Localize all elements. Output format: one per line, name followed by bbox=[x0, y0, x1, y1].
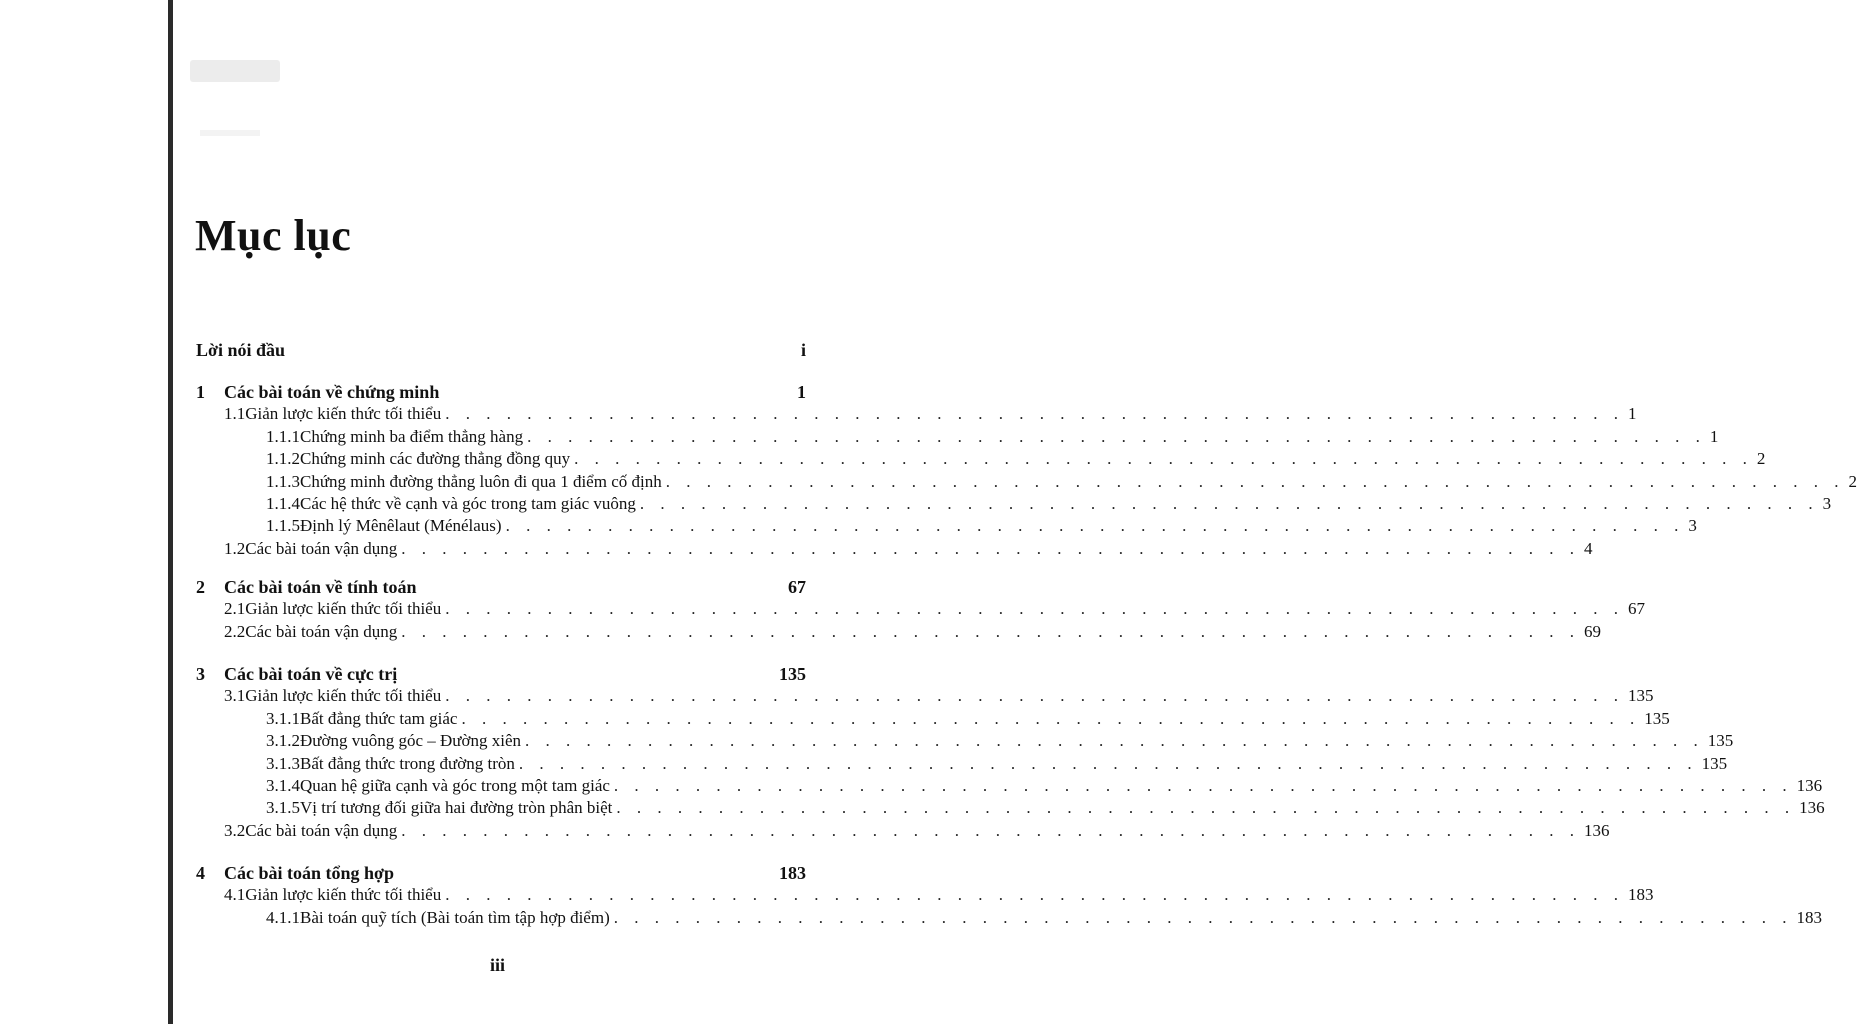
toc-subsection-title: Vị trí tương đối giữa hai đường tròn phân biệt bbox=[300, 798, 613, 818]
toc-section-title: Các bài toán vận dụng bbox=[245, 621, 398, 641]
toc-section-title: Giản lược kiến thức tối thiểu bbox=[245, 599, 442, 619]
toc-section-page: 183 bbox=[1627, 885, 1654, 905]
toc-section[interactable] bbox=[224, 538, 1593, 559]
toc-section-page: 69 bbox=[1584, 621, 1602, 641]
dot-leader: . . . . . . . . . . . . . . . . . . . . . . . . . . . . . . . . . . . . . . . . . . . . . . . . . . . . . . . . . . bbox=[445, 885, 1624, 905]
toc-preface-page: i bbox=[800, 340, 806, 360]
toc-preface-title: Lời nói đầu bbox=[196, 340, 286, 360]
toc-subsection-page: 2 bbox=[1848, 471, 1857, 491]
toc-subsection-title: Bài toán quỹ tích (Bài toán tìm tập hợp điểm) bbox=[300, 907, 610, 927]
toc-section[interactable] bbox=[224, 686, 1654, 706]
toc-chapter-page: 135 bbox=[779, 664, 806, 684]
toc-subsection[interactable] bbox=[266, 494, 1832, 514]
toc-chapter-number: 1 bbox=[196, 382, 205, 402]
toc-subsection-page: 135 bbox=[1701, 753, 1728, 773]
toc-subsection[interactable] bbox=[266, 753, 1728, 774]
toc-section-page: 136 bbox=[1584, 820, 1610, 840]
toc-chapter-number: 2 bbox=[196, 577, 205, 597]
toc-chapter[interactable] bbox=[196, 863, 806, 884]
toc-subsection-page: 136 bbox=[1799, 798, 1825, 818]
dot-leader: . . . . . . . . . . . . . . . . . . . . . . . . . . . . . . . . . . . . . . . . . . . . . . . . . . . . . . . . . . bbox=[639, 494, 1819, 513]
toc-subsection[interactable] bbox=[266, 426, 1719, 447]
toc-subsection[interactable] bbox=[266, 907, 1822, 928]
toc-subsection-number: 1.1.5 bbox=[266, 516, 300, 536]
toc-chapter-page: 183 bbox=[779, 863, 806, 883]
dot-leader: . . . . . . . . . . . . . . . . . . . . . . . . . . . . . . . . . . . . . . . . . . . . . . . . . . . . . . . . . . bbox=[665, 471, 1845, 491]
toc-chapter-number: 3 bbox=[196, 664, 205, 684]
toc-section-number: 1.2 bbox=[224, 538, 246, 558]
toc-section[interactable] bbox=[224, 599, 1645, 619]
toc-section-number: 3.1 bbox=[224, 686, 246, 706]
toc-section-title: Các bài toán vận dụng bbox=[245, 820, 398, 840]
toc-subsection-title: Chứng minh ba điểm thẳng hàng bbox=[300, 426, 524, 446]
toc-section-page: 67 bbox=[1627, 599, 1645, 619]
toc-subsection-page: 136 bbox=[1796, 776, 1823, 795]
toc-chapter-title: Các bài toán về cực trị bbox=[224, 664, 398, 684]
toc-section-page: 4 bbox=[1584, 538, 1593, 558]
dot-leader: . . . . . . . . . . . . . . . . . . . . . . . . . . . . . . . . . . . . . . . . . . . . . . . . . . . . . . . . . . bbox=[401, 538, 1581, 558]
toc-subsection-page: 3 bbox=[1688, 516, 1697, 536]
dot-leader: . . . . . . . . . . . . . . . . . . . . . . . . . . . . . . . . . . . . . . . . . . . . . . . . . . . . . . . . . . bbox=[574, 449, 1753, 469]
dot-leader: . . . . . . . . . . . . . . . . . . . . . . . . . . . . . . . . . . . . . . . . . . . . . . . . . . . . . . . . . . bbox=[401, 621, 1581, 641]
dot-leader: . . . . . . . . . . . . . . . . . . . . . . . . . . . . . . . . . . . . . . . . . . . . . . . . . . . . . . . . . . bbox=[525, 731, 1704, 751]
dot-leader: . . . . . . . . . . . . . . . . . . . . . . . . . . . . . . . . . . . . . . . . . . . . . . . . . . . . . . . . . . bbox=[445, 599, 1624, 619]
toc-section-page: 1 bbox=[1627, 404, 1637, 424]
toc-subsection-page: 183 bbox=[1796, 907, 1822, 927]
toc-subsection-page: 2 bbox=[1756, 449, 1766, 469]
page-number: iii bbox=[490, 955, 506, 975]
toc-chapter-title: Các bài toán về chứng minh bbox=[224, 382, 440, 402]
toc-preface[interactable] bbox=[196, 340, 806, 361]
toc-subsection-number: 1.1.4 bbox=[266, 494, 300, 513]
dot-leader: . . . . . . . . . . . . . . . . . . . . . . . . . . . . . . . . . . . . . . . . . . . . . . . . . . . . . . . . . . bbox=[613, 907, 1793, 927]
toc-subsection-title: Đường vuông góc – Đường xiên bbox=[300, 731, 522, 751]
toc-section-title: Các bài toán vận dụng bbox=[245, 538, 398, 558]
toc-subsection-page: 135 bbox=[1644, 708, 1670, 728]
toc-subsection-title: Chứng minh đường thẳng luôn đi qua 1 điểm cố định bbox=[300, 471, 662, 491]
toc-subsection-number: 1.1.2 bbox=[266, 449, 300, 469]
toc-subsection-number: 1.1.3 bbox=[266, 471, 300, 491]
toc-section-number: 1.1 bbox=[224, 404, 246, 424]
toc-chapter-title: Các bài toán tổng hợp bbox=[224, 863, 394, 883]
toc-subsection[interactable] bbox=[266, 471, 1857, 492]
toc-subsection[interactable] bbox=[266, 798, 1825, 818]
toc-subsection-page: 135 bbox=[1707, 731, 1734, 751]
toc-subsection[interactable] bbox=[266, 731, 1734, 751]
page-title: Mục lục bbox=[195, 211, 352, 260]
toc-subsection-page: 1 bbox=[1709, 426, 1719, 446]
toc-section-title: Giản lược kiến thức tối thiểu bbox=[245, 885, 442, 905]
toc-subsection[interactable] bbox=[266, 449, 1766, 469]
toc-chapter-number: 4 bbox=[196, 863, 205, 883]
toc-subsection-title: Định lý Mênêlaut (Ménélaus) bbox=[300, 516, 502, 536]
toc-chapter[interactable] bbox=[196, 382, 806, 403]
toc-subsection-number: 3.1.2 bbox=[266, 731, 300, 751]
toc-chapter[interactable] bbox=[196, 577, 806, 598]
dot-leader: . . . . . . . . . . . . . . . . . . . . . . . . . . . . . . . . . . . . . . . . . . . . . . . . . . . . . . . . . . bbox=[445, 686, 1624, 706]
toc-subsection[interactable] bbox=[266, 516, 1697, 536]
toc-section[interactable] bbox=[224, 820, 1610, 841]
dot-leader: . . . . . . . . . . . . . . . . . . . . . . . . . . . . . . . . . . . . . . . . . . . . . . . . . . . . . . . . . . bbox=[401, 820, 1581, 840]
dot-leader: . . . . . . . . . . . . . . . . . . . . . . . . . . . . . . . . . . . . . . . . . . . . . . . . . . . . . . . . . . bbox=[518, 753, 1698, 773]
dot-leader: . . . . . . . . . . . . . . . . . . . . . . . . . . . . . . . . . . . . . . . . . . . . . . . . . . . . . . . . . . bbox=[616, 798, 1796, 818]
toc-section[interactable] bbox=[224, 885, 1654, 905]
toc-subsection-title: Các hệ thức về cạnh và góc trong tam giác vuông bbox=[300, 494, 636, 513]
dot-leader: . . . . . . . . . . . . . . . . . . . . . . . . . . . . . . . . . . . . . . . . . . . . . . . . . . . . . . . . . . bbox=[527, 426, 1706, 446]
toc-chapter[interactable] bbox=[196, 664, 806, 685]
toc-section[interactable] bbox=[224, 621, 1602, 642]
toc-section-number: 2.2 bbox=[224, 621, 246, 641]
toc-section-title: Giản lược kiến thức tối thiểu bbox=[245, 404, 442, 424]
toc-subsection-number: 3.1.4 bbox=[266, 776, 300, 795]
toc-subsection[interactable] bbox=[266, 776, 1823, 796]
toc-section[interactable] bbox=[224, 404, 1637, 424]
toc-subsection-title: Chứng minh các đường thẳng đồng quy bbox=[300, 449, 571, 469]
toc-section-page: 135 bbox=[1627, 686, 1654, 706]
toc-subsection-number: 3.1.1 bbox=[266, 708, 300, 728]
dot-leader: . . . . . . . . . . . . . . . . . . . . . . . . . . . . . . . . . . . . . . . . . . . . . . . . . . . . . . . . . . bbox=[461, 708, 1641, 728]
toc-chapter-page: 1 bbox=[797, 382, 806, 402]
toc-chapter-page: 67 bbox=[788, 577, 806, 597]
toc-subsection[interactable] bbox=[266, 708, 1670, 729]
dot-leader: . . . . . . . . . . . . . . . . . . . . . . . . . . . . . . . . . . . . . . . . . . . . . . . . . . . . . . . . . . bbox=[613, 776, 1793, 795]
dot-leader: . . . . . . . . . . . . . . . . . . . . . . . . . . . . . . . . . . . . . . . . . . . . . . . . . . . . . . . . . . bbox=[505, 516, 1685, 536]
toc-section-number: 3.2 bbox=[224, 820, 246, 840]
toc-section-title: Giản lược kiến thức tối thiểu bbox=[245, 686, 442, 706]
toc-chapter-title: Các bài toán về tính toán bbox=[224, 577, 417, 597]
toc-section-number: 4.1 bbox=[224, 885, 246, 905]
toc-subsection-number: 4.1.1 bbox=[266, 907, 300, 927]
toc-subsection-title: Quan hệ giữa cạnh và góc trong một tam giác bbox=[300, 776, 610, 795]
dot-leader: . . . . . . . . . . . . . . . . . . . . . . . . . . . . . . . . . . . . . . . . . . . . . . . . . . . . . . . . . . bbox=[445, 404, 1624, 424]
toc-subsection-page: 3 bbox=[1822, 494, 1832, 513]
toc-subsection-title: Bất đẳng thức trong đường tròn bbox=[300, 753, 515, 773]
toc-section-number: 2.1 bbox=[224, 599, 246, 619]
toc-subsection-title: Bất đẳng thức tam giác bbox=[300, 708, 458, 728]
toc-subsection-number: 1.1.1 bbox=[266, 426, 300, 446]
toc-subsection-number: 3.1.3 bbox=[266, 753, 300, 773]
toc-subsection-number: 3.1.5 bbox=[266, 798, 300, 818]
